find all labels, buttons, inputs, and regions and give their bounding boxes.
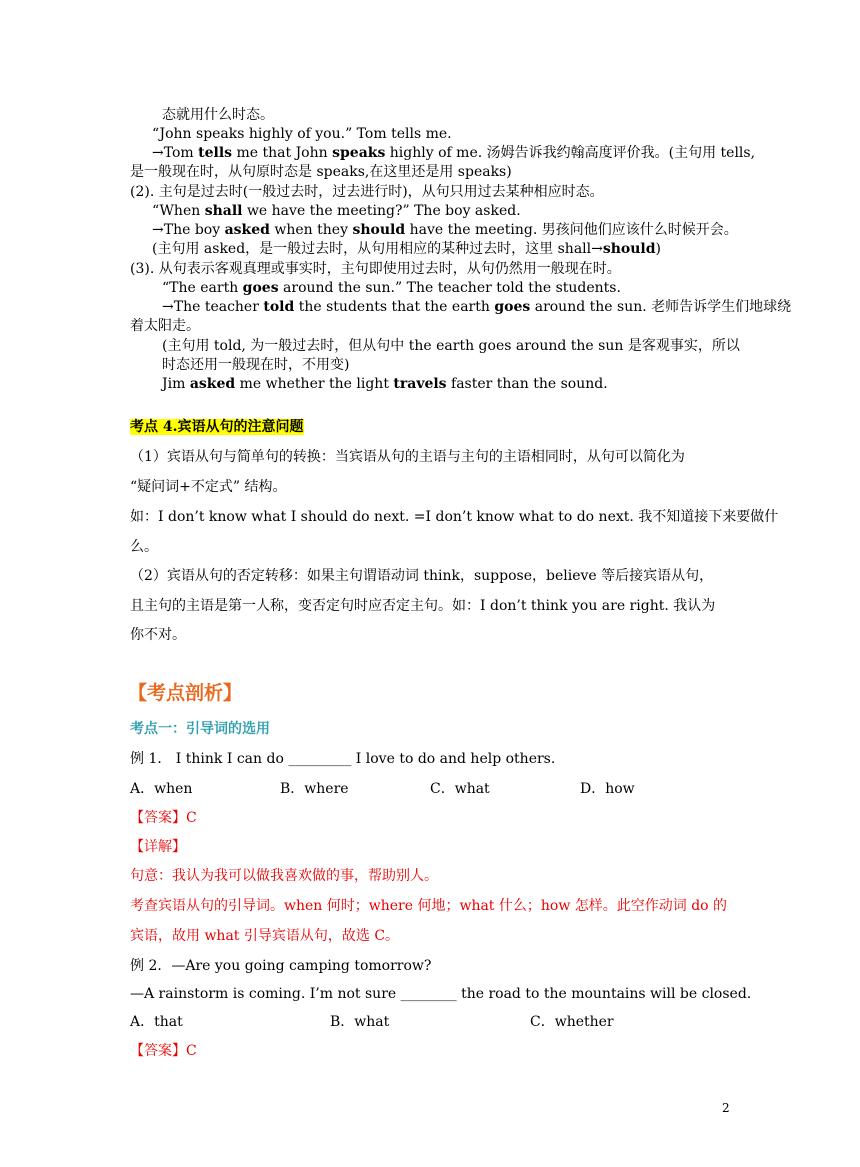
text-segment: around the sun.” The teacher told the students.: [278, 280, 621, 296]
example-1-option-b: B．where: [280, 781, 349, 797]
text-segment: “The earth: [162, 280, 243, 296]
line-10: [162, 279, 621, 297]
example-2-option-a: A．that: [130, 1014, 183, 1030]
line-02: “John speaks highly of you.” Tom tells me.: [152, 126, 452, 142]
text-segment: the students that the earth: [294, 299, 495, 315]
text-segment: “When: [152, 203, 205, 219]
line-14: 时态还用一般现在时，不用变): [162, 357, 350, 373]
line-18: “疑问词+不定式” 结构。: [130, 479, 287, 495]
text-segment: should: [352, 222, 406, 238]
example-1-detail-label: 【详解】: [130, 839, 186, 855]
line-13: (主句用 told, 为一般过去时，但从句中 the earth goes around the sun 是客观事实，所以: [162, 338, 740, 354]
line-15: [162, 375, 608, 393]
text-segment: highly of me. 汤姆告诉我约翰高度评价我。(主句用 tells,: [385, 145, 756, 161]
page-number: 2: [722, 1101, 730, 1115]
text-segment: travels: [393, 376, 447, 392]
text-segment: faster than the sound.: [446, 376, 608, 392]
text-segment: me whether the light: [235, 376, 394, 392]
line-05: (2). 主句是过去时(一般过去时，过去进行时)，从句只用过去某种相应时态。: [130, 184, 604, 200]
text-segment: tells: [198, 145, 233, 161]
example-1-answer: 【答案】C: [130, 810, 197, 826]
text-segment: asked: [189, 376, 236, 392]
example-2-reply: —A rainstorm is coming. I’m not sure ________ the road to the mountains will be closed.: [130, 986, 752, 1002]
example-1-question: 例 1． I think I can do _________ I love to do and help others.: [130, 751, 556, 767]
text-segment: →Tom: [152, 145, 199, 161]
example-2-option-b: B．what: [330, 1014, 390, 1030]
line-17: （1）宾语从句与简单句的转换：当宾语从句的主语与主句的主语相同时，从句可以简化为: [130, 449, 685, 465]
line-19: 如：I don’t know what I should do next. =I don’t know what to do next. 我不知道接下来要做什: [130, 509, 779, 525]
example-1-option-c: C．what: [430, 781, 490, 797]
line-01: 态就用什么时态。: [162, 107, 274, 123]
text-segment: have the meeting. 男孩问他们应该什么时候开会。: [405, 222, 738, 238]
text-segment: we have the meeting?” The boy asked.: [242, 203, 521, 219]
text-segment: Jim: [162, 376, 190, 392]
line-08: [152, 240, 661, 258]
line-09: (3). 从句表示客观真理或事实时，主句即使用过去时，从句仍然用一般现在时。: [130, 261, 621, 277]
text-segment: asked: [224, 222, 270, 238]
text-segment: me that John: [232, 145, 333, 161]
text-segment: speaks: [332, 145, 386, 161]
text-segment: around the sun. 老师告诉学生们地球绕: [530, 299, 792, 315]
text-segment: should: [602, 241, 656, 257]
line-06: [152, 202, 521, 220]
line-04: 是一般现在时，从句原时态是 speaks,在这里还是用 speaks): [130, 164, 512, 180]
text-segment: shall: [204, 203, 243, 219]
example-2-option-c: C．whether: [530, 1014, 614, 1030]
text-segment: →The boy: [152, 222, 225, 238]
text-segment: goes: [242, 280, 279, 296]
text-segment: →The teacher: [162, 299, 264, 315]
example-1-option-a: A．when: [130, 781, 193, 797]
line-07: [152, 221, 738, 239]
text-segment: (主句用 asked，是一般过去时，从句用相应的某种过去时，这里 shall→: [152, 241, 603, 257]
text-segment: told: [263, 299, 295, 315]
text-segment: when they: [269, 222, 353, 238]
example-2-question: 例 2．—Are you going camping tomorrow?: [130, 958, 432, 974]
subheading-1: 考点一：引导词的选用: [130, 721, 270, 737]
line-23: 你不对。: [130, 627, 186, 643]
example-2-answer: 【答案】C: [130, 1043, 197, 1059]
example-1-option-d: D．how: [580, 781, 635, 797]
analysis-heading: 【考点剖析】: [128, 682, 243, 704]
section-heading-4: 考点 4.宾语从句的注意问题: [130, 419, 304, 435]
line-03: [152, 144, 755, 162]
example-1-meaning: 句意：我认为我可以做我喜欢做的事，帮助别人。: [130, 868, 438, 884]
example-1-explain-2: 宾语，故用 what 引导宾语从句，故选 C。: [130, 928, 400, 944]
line-21: （2）宾语从句的否定转移：如果主句谓语动词 think，suppose，believe 等后接宾语从句，: [130, 568, 714, 584]
example-1-explain-1: 考查宾语从句的引导词。when 何时；where 何地；what 什么；how 怎样。此空作动词 do 的: [130, 898, 728, 914]
line-12: 着太阳走。: [130, 318, 200, 334]
line-22: 且主句的主语是第一人称，变否定句时应否定主句。如：I don’t think you are right. 我认为: [130, 598, 716, 614]
text-segment: goes: [494, 299, 531, 315]
text-segment: ): [655, 241, 662, 257]
line-11: [162, 298, 791, 316]
line-20: 么。: [130, 539, 158, 555]
